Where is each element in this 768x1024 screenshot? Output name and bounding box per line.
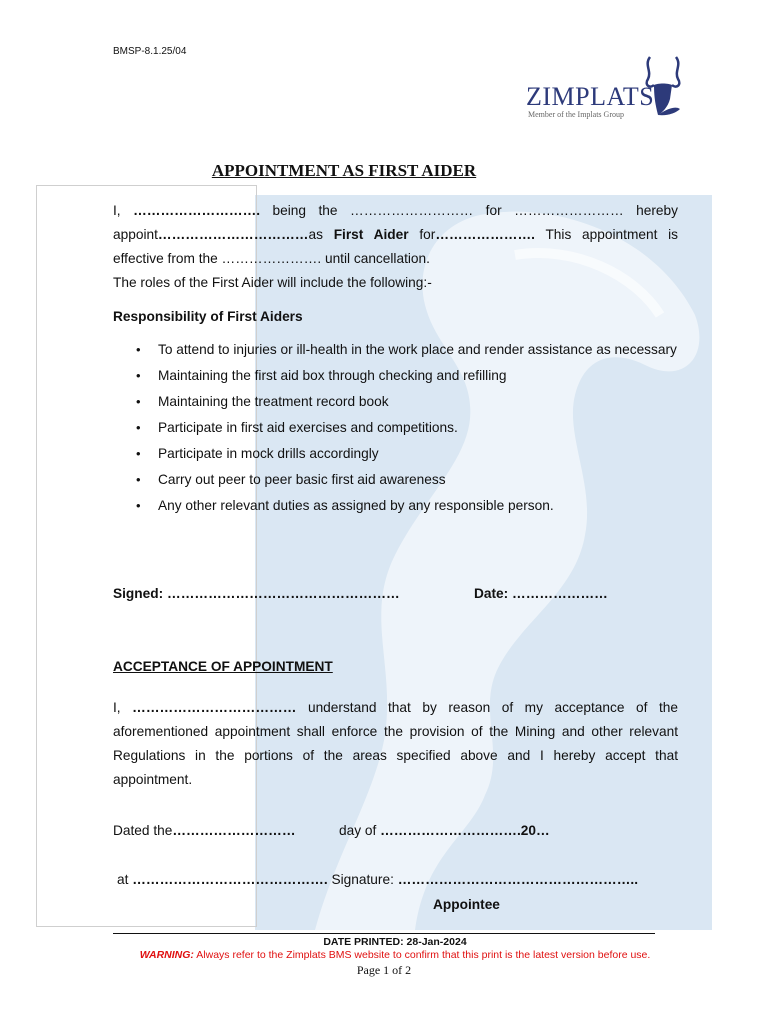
list-item: • Any other relevant duties as assigned by any responsible person. — [158, 494, 723, 518]
place-blank: ……………………………………. — [132, 872, 328, 887]
document-title: APPOINTMENT AS FIRST AIDER — [211, 161, 477, 180]
date-label: Date: — [474, 586, 509, 601]
position-blank: ……………………… — [350, 203, 474, 218]
left-frame — [36, 185, 257, 927]
acceptor-blank: ……………………………… — [132, 700, 297, 715]
dated-label: Dated the — [113, 823, 173, 838]
role-first-aider: First Aider — [333, 227, 409, 242]
list-item: • Participate in mock drills accordingly — [158, 442, 723, 466]
date-blank: ………………… — [512, 586, 608, 601]
appointee-label: Appointee — [433, 897, 500, 912]
text-for-2: for — [419, 227, 436, 242]
text-i: I, — [113, 203, 121, 218]
text-for: for — [485, 203, 502, 218]
signature-label: Signature: — [331, 872, 394, 887]
warning-note — [0, 949, 768, 961]
name-blank: ………………………. — [133, 203, 261, 218]
kudu-logo-icon — [640, 55, 686, 117]
signature-blank: …………………………………………….. — [397, 872, 638, 887]
at-signature-line — [117, 868, 682, 892]
appointment-line-2 — [113, 223, 678, 247]
appointment-line-1 — [113, 199, 678, 223]
signed-blank: …………………………………………… — [167, 586, 400, 601]
date-printed: DATE PRINTED: 28-Jan-2024 — [323, 936, 467, 948]
zimplats-logo — [526, 55, 686, 125]
signed-label: Signed: — [113, 586, 164, 601]
text-being-the: being the — [272, 203, 338, 218]
acceptance-paragraph — [113, 696, 678, 792]
list-item: • To attend to injuries or ill-health in the work place and render assistance as necessary — [158, 338, 723, 362]
warning-text: Always refer to the Zimplats BMS website to confirm that this print is the latest version before use. — [196, 949, 651, 961]
day-of-label: day of — [339, 823, 377, 838]
appointment-line-3: effective from the …………………. until cancellation. — [113, 251, 430, 266]
page-number: Page 1 of 2 — [356, 963, 412, 977]
list-item: • Carry out peer to peer basic first aid awareness — [158, 468, 723, 492]
text-this-appointment: This appointment is — [545, 227, 678, 242]
list-item: • Maintaining the first aid box through checking and refilling — [158, 364, 723, 388]
warning-label: WARNING: — [139, 949, 194, 961]
appointment-line-4: The roles of the First Aider will include the following:- — [113, 275, 432, 290]
logo-tagline: Member of the Implats Group — [528, 110, 624, 119]
list-item: • Participate in first aid exercises and competitions. — [158, 416, 723, 440]
section-blank: …………………… — [514, 203, 624, 218]
text-as: as — [308, 227, 323, 242]
day-of-line — [339, 819, 669, 843]
at-label: at — [117, 872, 129, 887]
doc-number: BMSP-8.1.25/04 — [113, 46, 187, 57]
list-item: • Maintaining the treatment record book — [158, 390, 723, 414]
acceptance-text: understand that by reason of my acceptance of the aforementioned appointment shall enforce the provision of the Mining and other relevant Regulations in the portions of the areas specified above and I hereby accept that appointment. — [113, 700, 678, 787]
footer-divider — [113, 933, 655, 934]
day-blank: …………………………. — [380, 823, 521, 838]
date-line — [474, 582, 674, 606]
responsibility-heading: Responsibility of First Aiders — [113, 309, 303, 324]
dated-blank: ……………………… — [172, 823, 296, 838]
responsibility-list — [113, 338, 723, 520]
acceptance-heading: ACCEPTANCE OF APPOINTMENT — [113, 659, 333, 674]
area-blank: …………………. — [435, 227, 535, 242]
text-i-2: I, — [113, 700, 121, 715]
year-blank: 20… — [520, 823, 550, 838]
text-appoint: appoint — [113, 227, 158, 242]
text-hereby: hereby — [636, 203, 678, 218]
appointee-blank: …………………………… — [157, 227, 309, 242]
logo-wordmark: ZIMPLATS — [526, 82, 655, 111]
